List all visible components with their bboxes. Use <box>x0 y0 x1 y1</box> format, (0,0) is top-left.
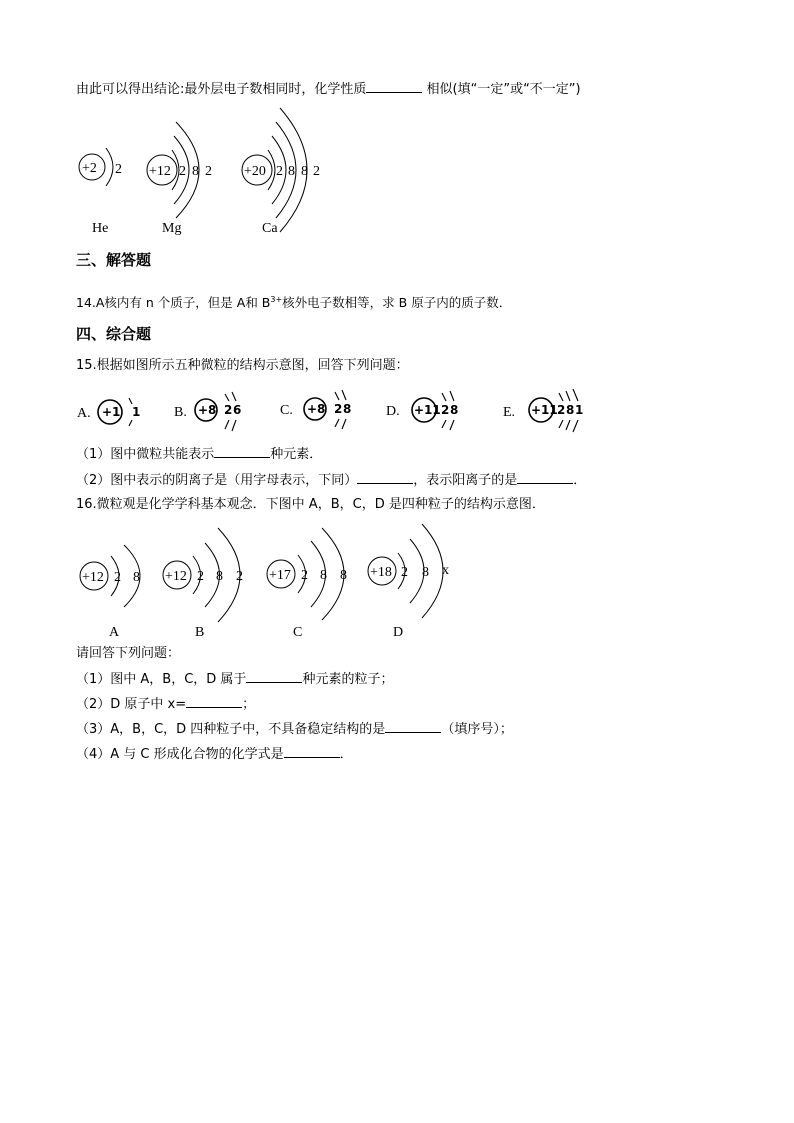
q15-e-arc-bottom-2 <box>566 420 570 430</box>
q16-particle-diagrams <box>0 520 794 645</box>
q15-sub2-anion-blank[interactable] <box>357 471 413 484</box>
q16-c-shell-3-count: 8 <box>340 568 347 583</box>
q15-e-arc-top-3 <box>573 389 578 401</box>
q16-sub-4 <box>76 745 353 764</box>
q16-d-shell-1-count: 2 <box>401 565 408 580</box>
q15-c-arc-top-2 <box>342 390 346 400</box>
q15-sub-2 <box>76 471 586 490</box>
q15-stem: 15.根据如图所示五种微粒的结构示意图，回答下列问题： <box>76 358 409 373</box>
ca-nucleus-charge: +20 <box>244 164 266 179</box>
q16-b-label: B <box>195 625 205 640</box>
q16-a-label: A <box>109 625 120 640</box>
mg-shell-2-count: 8 <box>192 164 199 179</box>
q15-b-letter: B. <box>174 405 187 420</box>
q15-e-shell-1-count: 2 <box>557 403 566 417</box>
q15-d-letter: D. <box>386 404 400 419</box>
q15-e-shell-2-count: 8 <box>566 403 575 417</box>
q16-d-shell-2-count: 8 <box>422 565 429 580</box>
q15-a-arc-bottom <box>129 420 132 426</box>
q15-d-arc-top-1 <box>442 393 446 401</box>
q15-sub1-blank[interactable] <box>214 445 270 458</box>
q15-a-nucleus-charge: +1 <box>102 405 121 419</box>
q15-sub1-text-a: （1）图中微粒共能表示 <box>76 447 215 462</box>
q16-sub4-blank[interactable] <box>284 745 340 758</box>
q15-b-arc-bottom-1 <box>225 420 229 429</box>
q15-c-shell-2-count: 8 <box>343 402 352 416</box>
he-shell-arc <box>106 148 113 186</box>
q15-c-arc-bottom-2 <box>342 419 346 429</box>
q16-sub1-text-b: 种元素的粒子； <box>302 672 394 687</box>
q15-e-shell-3-count: 1 <box>575 403 584 417</box>
q15-b-arc-bottom-2 <box>232 420 236 431</box>
q14-text-a: 14.A核内有 n 个质子，但是 A和 B <box>76 295 271 311</box>
ca-shell-1-count: 2 <box>276 164 283 179</box>
q15-b-arc-top-1 <box>225 394 229 401</box>
q15-d-shell-2-count: 8 <box>450 403 459 417</box>
ca-shell-4-count: 2 <box>313 164 320 179</box>
he-shell-1-count: 2 <box>115 162 122 177</box>
he-label: He <box>92 221 109 236</box>
q15-e-arc-bottom-1 <box>559 420 563 428</box>
q16-b-shell-3-count: 2 <box>236 569 243 584</box>
q16-d-shell-3-count: x <box>442 563 449 578</box>
q15-sub1-text-b: 种元素． <box>270 447 323 462</box>
q15-e-letter: E. <box>503 405 516 420</box>
q15-a-arc-top <box>129 398 132 404</box>
q16-prompt: 请回答下列问题： <box>76 646 181 661</box>
q15-e-nucleus-charge: +11 <box>531 403 558 417</box>
section-3-heading: 三、解答题 <box>76 251 152 269</box>
q15-c-shell-1-count: 2 <box>334 402 343 416</box>
q16-sub-2 <box>76 695 255 714</box>
atom-diagram-he-mg-ca <box>0 100 794 245</box>
q15-c-arc-bottom-1 <box>335 419 339 427</box>
q16-sub3-text-b: （填序号）； <box>441 722 513 737</box>
he-nucleus-charge: +2 <box>82 161 97 176</box>
q15-sub2-text-b: ，表示阳离子的是 <box>413 473 518 488</box>
conclusion-line <box>76 80 581 99</box>
q16-stem: 16.微粒观是化学学科基本观念．下图中 A，B，C，D 是四种粒子的结构示意图． <box>76 497 545 512</box>
q16-sub2-text-b: ； <box>242 697 256 712</box>
question-14 <box>76 291 511 312</box>
q15-d-arc-top-2 <box>450 391 454 401</box>
q15-e-arc-top-2 <box>566 391 570 401</box>
q15-a-letter: A. <box>77 406 91 421</box>
mg-label: Mg <box>162 221 182 236</box>
q16-c-label: C <box>293 625 303 640</box>
q15-sub-1 <box>76 445 322 464</box>
q15-a-shell-1-count: 1 <box>132 405 141 419</box>
q14-superscript: 3+ <box>270 295 283 304</box>
q15-b-arc-top-2 <box>232 392 236 401</box>
q16-sub-3 <box>76 720 513 739</box>
q16-d-nucleus-charge: +18 <box>370 565 392 580</box>
q14-text-b: 核外电子数相等，求 B 原子内的质子数． <box>282 295 512 311</box>
q16-c-shell-1-count: 2 <box>301 568 308 583</box>
q15-sub2-text-c: ． <box>573 473 587 488</box>
ca-label: Ca <box>262 221 278 236</box>
answer-blank[interactable] <box>366 80 422 93</box>
q15-d-arc-bottom-2 <box>450 420 454 430</box>
q15-b-shell-1-count: 2 <box>224 403 233 417</box>
q16-d-label: D <box>393 625 404 640</box>
q16-b-shell-2-count: 8 <box>216 569 223 584</box>
q16-c-nucleus-charge: +17 <box>269 568 291 583</box>
q15-e-arc-bottom-3 <box>573 420 578 432</box>
q16-b-shell-1-count: 2 <box>197 569 204 584</box>
q15-c-nucleus-charge: +8 <box>307 402 326 416</box>
q15-b-nucleus-charge: +8 <box>198 403 217 417</box>
q16-sub1-blank[interactable] <box>246 670 302 683</box>
q15-b-shell-2-count: 6 <box>233 403 242 417</box>
q15-c-arc-top-1 <box>335 392 339 400</box>
section-4-heading: 四、综合题 <box>76 325 152 343</box>
q16-sub1-text-a: （1）图中 A，B，C，D 属于 <box>76 672 247 687</box>
q15-c-letter: C. <box>280 403 293 418</box>
q15-sub2-text-a: （2）图中表示的阴离子是（用字母表示，下同） <box>76 473 358 488</box>
ca-shell-3-count: 8 <box>301 164 308 179</box>
mg-shell-arc-1 <box>172 150 179 190</box>
q16-sub4-text-a: （4）A 与 C 形成化合物的化学式是 <box>76 747 284 762</box>
q16-a-shell-2-count: 8 <box>133 570 140 585</box>
q16-c-shell-2-count: 8 <box>320 568 327 583</box>
q15-d-arc-bottom-1 <box>442 420 446 428</box>
q15-particle-diagrams <box>0 385 794 435</box>
mg-shell-1-count: 2 <box>179 164 186 179</box>
q16-b-nucleus-charge: +12 <box>165 569 187 584</box>
q16-a-nucleus-charge: +12 <box>82 570 104 585</box>
q16-sub4-text-b: ． <box>339 747 353 762</box>
q16-sub2-text-a: （2）D 原子中 x= <box>76 697 187 712</box>
q16-sub-1 <box>76 670 393 689</box>
q15-sub2-cation-blank[interactable] <box>517 471 573 484</box>
mg-shell-3-count: 2 <box>205 164 212 179</box>
q16-a-shell-1-count: 2 <box>114 570 121 585</box>
mg-nucleus-charge: +12 <box>149 164 171 179</box>
q15-e-arc-top-1 <box>559 393 563 401</box>
q15-d-nucleus-charge: +11 <box>414 403 441 417</box>
q15-d-shell-1-count: 2 <box>441 403 450 417</box>
conclusion-text: 由此可以得出结论:最外层电子数相同时，化学性质 <box>76 82 367 97</box>
conclusion-tail: 相似(填“一定”或“不一定”) <box>422 82 581 97</box>
q16-sub3-blank[interactable] <box>385 720 441 733</box>
q16-sub3-text-a: （3）A，B，C，D 四种粒子中，不具备稳定结构的是 <box>76 722 386 737</box>
ca-shell-2-count: 8 <box>288 164 295 179</box>
q16-sub2-blank[interactable] <box>186 695 242 708</box>
